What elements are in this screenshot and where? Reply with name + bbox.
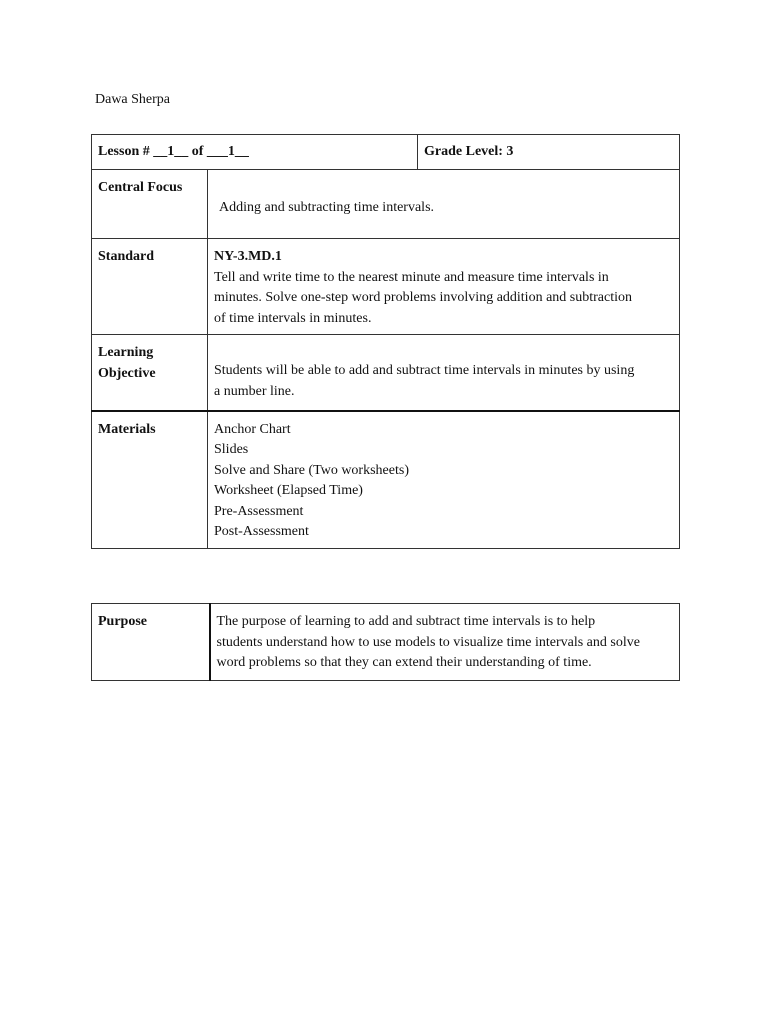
purpose-line: students understand how to use models to visualize time intervals and solve [216,634,640,650]
learning-objective-line: Students will be able to add and subtract time intervals in minutes by using [214,363,635,378]
purpose-label: Purpose [98,614,147,629]
materials-item: Pre-Assessment [214,503,304,519]
purpose-line: The purpose of learning to add and subtract time intervals is to help [216,614,596,629]
standard-text-line: of time intervals in minutes. [214,310,372,326]
central-focus-row [92,170,680,239]
standard-text-line: minutes. Solve one-step word problems involving addition and subtraction [214,290,632,305]
learning-objective-label-cell [92,335,208,411]
learning-objective-row [92,335,680,411]
materials-item: Slides [214,442,249,457]
materials-label: Materials [98,421,156,437]
materials-list-cell [208,411,680,549]
standard-label-cell [92,239,208,335]
standard-code: NY-3.MD.1 [214,249,282,264]
purpose-table [91,603,680,681]
materials-item: Worksheet (Elapsed Time) [214,483,363,498]
materials-item: Anchor Chart [214,421,291,437]
standard-value-cell [208,239,680,335]
learning-objective-label: Learning [98,345,154,360]
learning-objective-value-cell [208,335,680,411]
lesson-header-row [92,135,680,170]
materials-item: Solve and Share (Two worksheets) [214,462,409,478]
materials-label-cell [92,411,208,549]
materials-item: Post-Assessment [214,524,309,539]
purpose-value-cell [210,604,680,681]
central-focus-label: Central Focus [98,180,183,195]
standard-label: Standard [98,249,155,264]
central-focus-value-cell [208,170,680,239]
standard-text-line: Tell and write time to the nearest minute and measure time intervals in [214,269,609,285]
learning-objective-label: Objective [98,365,156,381]
learning-objective-line: a number line. [214,383,295,399]
lesson-number-label: Lesson # __1__ of ___1__ [98,143,249,159]
purpose-label-cell [92,604,210,681]
grade-level-label: Grade Level: 3 [424,143,514,159]
lesson-plan-table [91,134,680,549]
grade-level-cell [418,135,680,170]
central-focus-label-cell [92,170,208,239]
central-focus-value: Adding and subtracting time intervals. [219,200,435,215]
standard-row [92,239,680,335]
materials-row [92,411,680,549]
author-name: Dawa Sherpa [95,92,171,107]
purpose-line: word problems so that they can extend their understanding of time. [216,655,592,670]
lesson-number-cell [92,135,418,170]
purpose-row [92,604,680,681]
